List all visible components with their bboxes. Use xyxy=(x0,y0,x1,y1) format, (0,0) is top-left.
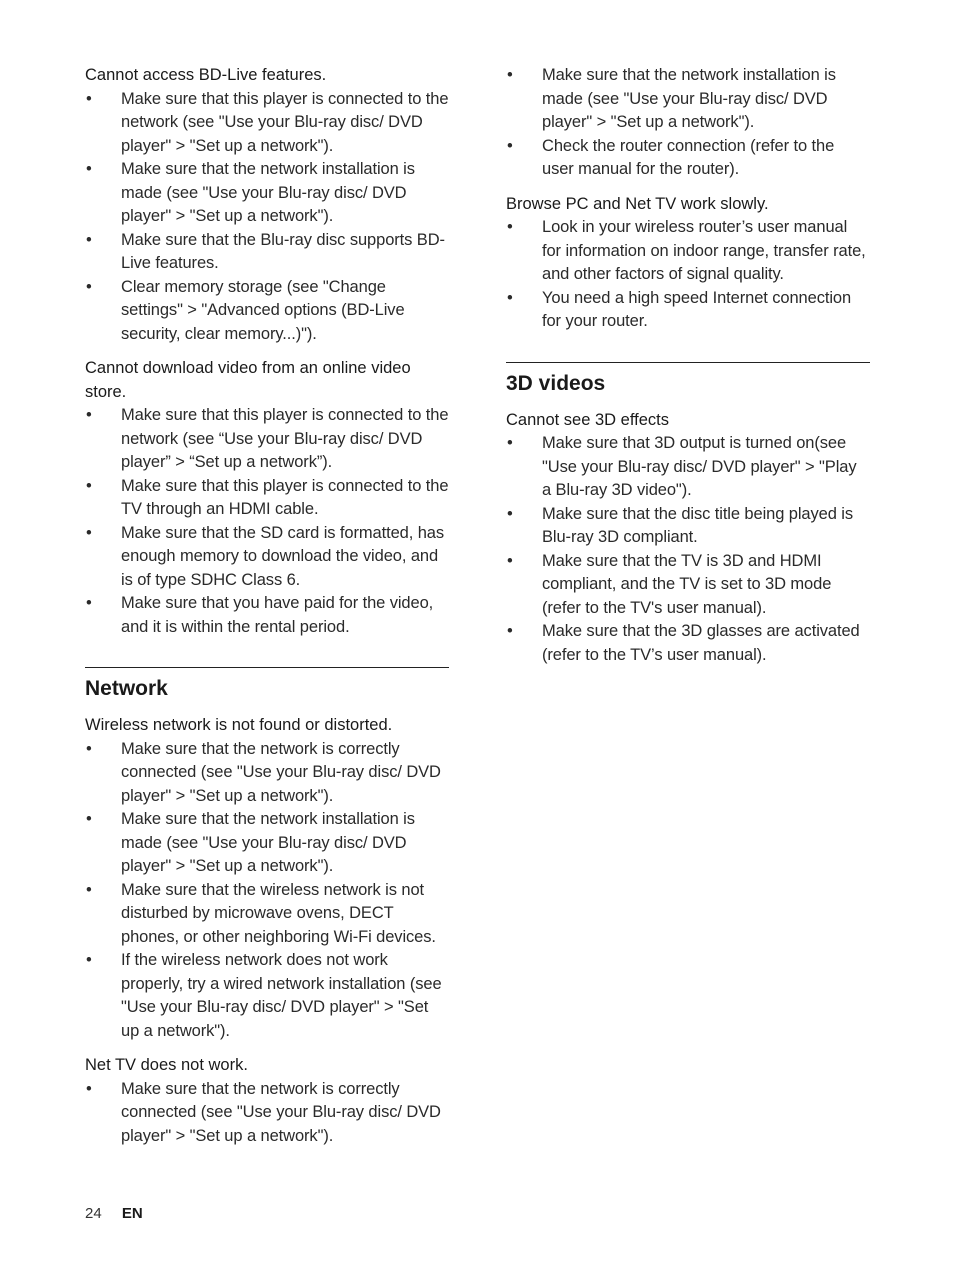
section-divider xyxy=(85,667,449,668)
page-footer xyxy=(85,1205,143,1222)
list-item: • Look in your wireless router’s user manual for information on indoor range, transfer rate, and other factors of signal quality. xyxy=(507,218,866,283)
list-bd-live xyxy=(85,88,449,347)
bullet-icon: • xyxy=(86,1079,92,1098)
list-item: • Make sure that the network installation is made (see "Use your Blu-ray disc/ DVD player" > "Set up a network"). xyxy=(507,66,836,131)
list-item: • Make sure that this player is connected to the TV through an HDMI cable. xyxy=(86,476,449,518)
bullet-icon: • xyxy=(86,810,92,828)
list-item: • Make sure that 3D output is turned on(see "Use your Blu-ray disc/ DVD player" > "Play a Blu-ray 3D video"). xyxy=(507,434,857,499)
bullet-icon: • xyxy=(507,288,513,307)
list-item: • Make sure that the Blu-ray disc supports BD-Live features. xyxy=(86,230,445,272)
bullet-icon: • xyxy=(86,230,92,249)
bullet-icon: • xyxy=(86,523,92,542)
list-download-video xyxy=(85,404,449,639)
bullet-icon: • xyxy=(86,160,92,178)
list-item: • Make sure that the wireless network is not disturbed by microwave ovens, DECT phones, or other neighboring Wi-Fi devices. xyxy=(86,880,436,946)
list-browse-slow xyxy=(506,216,870,334)
list-item: • Make sure that the SD card is formatted, has enough memory to download the video, and is of type SDHC Class 6. xyxy=(86,523,444,589)
bullet-icon: • xyxy=(86,594,92,612)
list-net-tv xyxy=(85,1078,449,1149)
list-item: • Make sure that you have paid for the video, and it is within the rental period. xyxy=(86,594,434,636)
heading-download-video: Cannot download video from an online video store. xyxy=(85,359,411,401)
bullet-icon: • xyxy=(507,66,513,84)
list-wireless-network xyxy=(85,738,449,1044)
list-item: • You need a high speed Internet connection for your router. xyxy=(507,288,852,330)
list-3d-effects xyxy=(506,432,870,667)
bullet-icon: • xyxy=(507,218,513,236)
list-item: • Make sure that the network is correctly connected (see "Use your Blu-ray disc/ DVD player" > "Set up a network"). xyxy=(86,1079,441,1145)
bullet-icon: • xyxy=(86,880,92,899)
left-column xyxy=(85,64,449,1148)
list-item: • Make sure that the network is correctly connected (see "Use your Blu-ray disc/ DVD player" > "Set up a network"). xyxy=(86,739,441,805)
bullet-icon: • xyxy=(86,739,92,758)
heading-bd-live: Cannot access BD-Live features. xyxy=(85,66,327,84)
page-number: 24 xyxy=(85,1205,102,1222)
heading-net-tv: Net TV does not work. xyxy=(85,1056,248,1074)
bullet-icon: • xyxy=(86,406,92,424)
section-title-network: Network xyxy=(85,677,168,700)
heading-browse-slow: Browse PC and Net TV work slowly. xyxy=(506,194,769,213)
heading-3d-effects: Cannot see 3D effects xyxy=(506,410,669,429)
list-item: • Make sure that this player is connected to the network (see "Use your Blu-ray disc/ DVD player" > "Set up a network"). xyxy=(86,89,449,155)
language-code: EN xyxy=(121,1205,143,1222)
section-divider xyxy=(506,362,870,363)
bullet-icon: • xyxy=(86,277,92,296)
list-item: • Make sure that the network installation is made (see "Use your Blu-ray disc/ DVD player" > "Set up a network"). xyxy=(86,810,415,875)
list-item: • Make sure that this player is connected to the network (see “Use your Blu-ray disc/ DVD player” > “Set up a network”). xyxy=(86,406,449,471)
heading-wireless-network: Wireless network is not found or distorted. xyxy=(85,716,393,734)
list-item: • Make sure that the TV is 3D and HDMI compliant, and the TV is set to 3D mode (refer to the TV's user manual). xyxy=(507,551,832,617)
bullet-icon: • xyxy=(86,89,92,108)
list-item: • Make sure that the network installation is made (see "Use your Blu-ray disc/ DVD player" > "Set up a network"). xyxy=(86,160,415,225)
bullet-icon: • xyxy=(507,136,513,155)
bullet-icon: • xyxy=(86,951,92,969)
bullet-icon: • xyxy=(507,434,513,452)
list-net-tv-continued xyxy=(506,64,870,182)
list-item: • Make sure that the disc title being played is Blu-ray 3D compliant. xyxy=(507,504,854,546)
right-column xyxy=(506,64,870,667)
list-item: • If the wireless network does not work properly, try a wired network installation (see "Use your Blu-ray disc/ DVD player" > "Set up a network"). xyxy=(86,951,442,1040)
bullet-icon: • xyxy=(507,504,513,523)
list-item: • Check the router connection (refer to the user manual for the router). xyxy=(507,136,835,178)
list-item: • Make sure that the 3D glasses are activated (refer to the TV’s user manual). xyxy=(507,622,860,664)
bullet-icon: • xyxy=(86,476,92,495)
section-title-3d-videos: 3D videos xyxy=(506,371,606,395)
list-item: • Clear memory storage (see "Change settings" > "Advanced options (BD-Live security, clear memory...)"). xyxy=(86,277,405,343)
bullet-icon: • xyxy=(507,551,513,570)
bullet-icon: • xyxy=(507,622,513,640)
